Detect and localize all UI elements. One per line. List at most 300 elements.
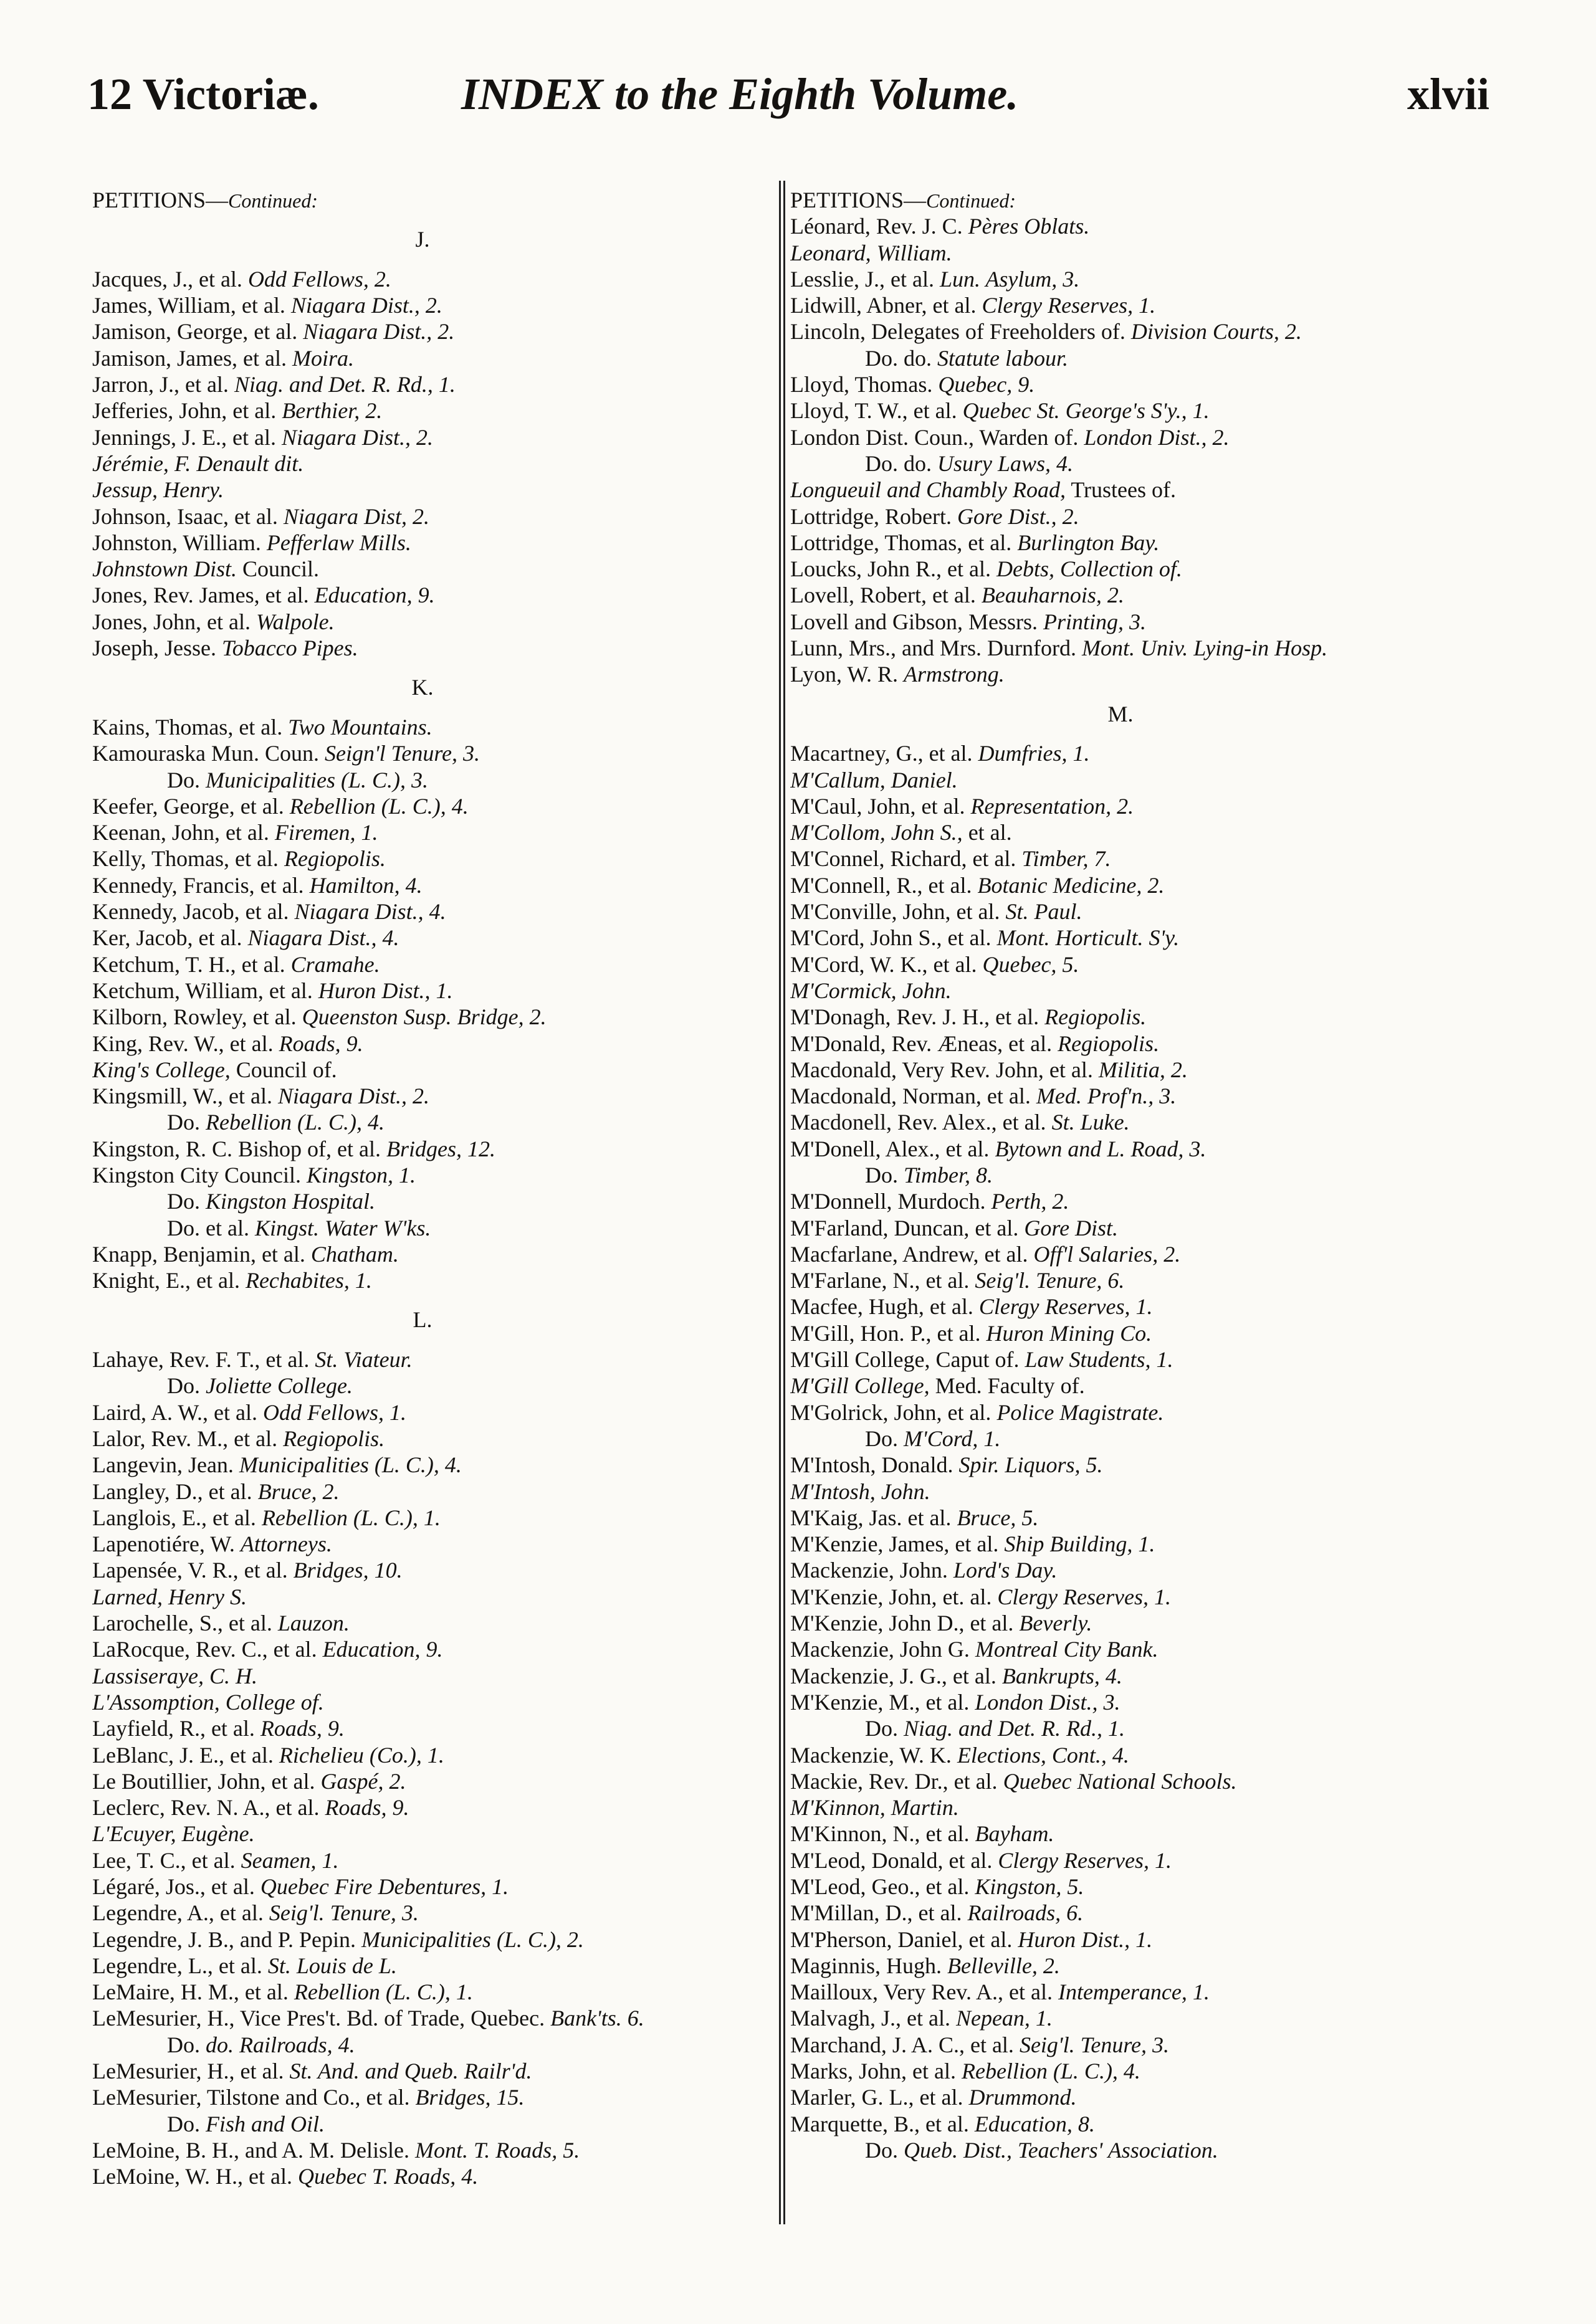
index-entry: [92, 450, 753, 477]
entry-topic: Bruce, 5.: [957, 1505, 1039, 1530]
index-entry: [790, 1320, 1451, 1346]
entry-name: Macdonald, Very Rev. John, et al.: [790, 1057, 1093, 1082]
entry-topic: Belleville, 2.: [947, 1953, 1060, 1978]
index-entry: [790, 1794, 1451, 1821]
entry-topic: M'Callum, Daniel.: [790, 767, 958, 793]
entry-name: LeMoine, W. H., et al.: [92, 2164, 292, 2189]
entry-topic: Clergy Reserves, 1.: [982, 293, 1156, 318]
index-entry: [790, 2137, 1451, 2163]
column-heading: [92, 187, 753, 213]
entry-topic: Niagara Dist., 2.: [281, 424, 434, 450]
entry-name: Lapenotiére, W.: [92, 1531, 235, 1557]
entry-topic: Nepean, 1.: [955, 2006, 1053, 2031]
entry-topic: M'Cormick, John.: [790, 978, 952, 1003]
entry-name: Do. et al.: [167, 1215, 249, 1241]
entry-topic: Debts, Collection of.: [996, 556, 1182, 582]
index-entry: [790, 266, 1451, 292]
entry-topic: Railroads, 6.: [967, 1900, 1084, 1926]
index-entry: [790, 1926, 1451, 1953]
entry-topic: Med. Prof'n., 3.: [1036, 1083, 1177, 1109]
entry-topic: Rebellion (L. C.), 4.: [289, 793, 469, 819]
index-entry: [92, 1900, 753, 1926]
entry-topic: Off'l Salaries, 2.: [1033, 1241, 1181, 1267]
entry-name: Do. do.: [865, 345, 932, 371]
entry-name: Laird, A. W., et al.: [92, 1399, 257, 1425]
entry-topic: Niagara Dist, 2.: [283, 503, 429, 529]
index-entry: [92, 2058, 753, 2084]
index-entry: [92, 2005, 753, 2031]
index-entry: [790, 1663, 1451, 1689]
entry-topic: Quebec, 9.: [938, 372, 1035, 398]
entry-name: Do. do.: [865, 450, 932, 476]
entry-name: Mackenzie, John G.: [790, 1637, 970, 1662]
index-entry: [790, 318, 1451, 345]
entry-topic: Mont. Horticult. S'y.: [996, 925, 1180, 951]
entry-name: Do.: [167, 2032, 200, 2057]
index-entry: [790, 345, 1451, 371]
entry-topic: M'Collom, John S.,: [790, 820, 963, 845]
entry-topic: Education, 8.: [974, 2111, 1095, 2136]
entry-topic: Seig'l. Tenure, 3.: [1019, 2032, 1169, 2057]
index-entry: [790, 793, 1451, 819]
index-entry: [790, 661, 1451, 687]
entry-name: Kingston, R. C. Bishop of, et al.: [92, 1136, 381, 1161]
header-title: INDEX to the Eighth Volume.: [461, 69, 1019, 119]
index-entry: [92, 1794, 753, 1821]
entry-name: Kingston City Council.: [92, 1162, 302, 1188]
entry-topic: Richelieu (Co.), 1.: [279, 1742, 444, 1768]
index-entry: [790, 1479, 1451, 1505]
entry-name: Mailloux, Very Rev. A., et al.: [790, 1979, 1053, 2005]
index-entry: [790, 872, 1451, 898]
entry-topic: Seig'l. Tenure, 6.: [975, 1268, 1125, 1293]
entry-topic: Dumfries, 1.: [978, 741, 1090, 766]
entry-name: Lyon, W. R.: [790, 662, 899, 687]
entry-name: M'Millan, D., et al.: [790, 1900, 962, 1926]
index-entry: [92, 1241, 753, 1267]
heading-continued: Continued:: [228, 189, 318, 212]
entry-name: Kennedy, Francis, et al.: [92, 872, 304, 898]
index-entry: [92, 1452, 753, 1478]
entry-topic: Fish and Oil.: [206, 2111, 325, 2136]
entry-topic: Elections, Cont., 4.: [957, 1742, 1129, 1768]
entry-topic: Two Mountains.: [288, 714, 432, 740]
entry-name: M'Kenzie, John D., et al.: [790, 1611, 1014, 1636]
entry-topic: Ship Building, 1.: [1004, 1531, 1155, 1557]
index-entry: [790, 530, 1451, 556]
entry-name: M'Farland, Duncan, et al.: [790, 1215, 1019, 1241]
entry-topic: Rechabites, 1.: [245, 1268, 372, 1293]
index-entry: [92, 1953, 753, 1979]
index-entry: [790, 1689, 1451, 1715]
entry-name: Jefferies, John, et al.: [92, 398, 277, 424]
index-entry: [92, 1557, 753, 1583]
index-entry: [790, 1083, 1451, 1109]
entry-name: Do.: [167, 2111, 200, 2136]
entry-topic: Beverly.: [1019, 1611, 1092, 1636]
entry-topic: Clergy Reserves, 1.: [997, 1584, 1171, 1609]
entry-topic: Niagara Dist., 4.: [247, 925, 399, 951]
entry-topic: Attorneys.: [240, 1531, 332, 1557]
entry-name: London Dist. Coun., Warden of.: [790, 424, 1079, 450]
index-entry: [790, 1426, 1451, 1452]
entry-topic: Lun. Asylum, 3.: [939, 266, 1080, 292]
entry-topic: Kingston, 1.: [307, 1162, 416, 1188]
entry-topic: Bridges, 10.: [293, 1558, 403, 1583]
entry-topic: Bayham.: [975, 1821, 1054, 1847]
entry-topic: Hamilton, 4.: [309, 872, 423, 898]
entry-topic: Municipalities (L. C.), 3.: [206, 767, 428, 793]
entry-name: LeBlanc, J. E., et al.: [92, 1742, 274, 1768]
entry-name: Do.: [865, 2137, 898, 2163]
entry-topic: Botanic Medicine, 2.: [977, 872, 1165, 898]
entry-name: Légaré, Jos., et al.: [92, 1874, 255, 1899]
entry-topic: Clergy Reserves, 1.: [998, 1847, 1172, 1873]
entry-topic: Law Students, 1.: [1025, 1347, 1173, 1373]
index-entry: [92, 1715, 753, 1741]
entry-topic: M'Kinnon, Martin.: [790, 1795, 959, 1821]
entry-name: Lalor, Rev. M., et al.: [92, 1426, 278, 1451]
entry-topic: Roads, 9.: [260, 1716, 345, 1741]
entry-name: Johnston, William.: [92, 530, 261, 555]
index-entry: [92, 1847, 753, 1874]
index-entry: [92, 1188, 753, 1214]
entry-topic: M'Cord, 1.: [904, 1426, 1001, 1451]
index-entry: [790, 503, 1451, 530]
entry-name: M'Kenzie, John, et. al.: [790, 1584, 992, 1609]
entry-name: Keenan, John, et al.: [92, 820, 269, 845]
index-entry: [92, 2111, 753, 2137]
left-column: [92, 187, 753, 2190]
index-entry: [92, 1663, 753, 1689]
entry-name: LeMesurier, H., et al.: [92, 2059, 284, 2084]
index-entry: [92, 1636, 753, 1662]
entry-name: Mackie, Rev. Dr., et al.: [790, 1768, 998, 1794]
entry-name: LeMaire, H. M., et al.: [92, 1979, 289, 2005]
index-entry: [92, 345, 753, 371]
index-entry: [790, 1821, 1451, 1847]
entry-topic: Rebellion (L. C.), 1.: [261, 1505, 441, 1530]
entry-name: M'Leod, Geo., et al.: [790, 1874, 970, 1899]
index-entry: [790, 1031, 1451, 1057]
entry-topic: Quebec National Schools.: [1003, 1768, 1237, 1794]
entry-topic: Representation, 2.: [970, 793, 1134, 819]
entry-name: Ketchum, William, et al.: [92, 978, 313, 1003]
entry-topic: Statute labour.: [937, 345, 1069, 371]
index-entry: [92, 2084, 753, 2110]
entry-topic: Pères Oblats.: [968, 214, 1090, 239]
entry-name: Langlois, E., et al.: [92, 1505, 256, 1530]
entry-topic: Quebec Fire Debentures, 1.: [260, 1874, 509, 1899]
entry-name: M'Gill, Hon. P., et al.: [790, 1320, 981, 1346]
entry-name: Mackenzie, John.: [790, 1558, 948, 1583]
entry-topic: Regiopolis.: [1058, 1031, 1160, 1056]
section-letter: L.: [413, 1307, 432, 1333]
entry-topic: Walpole.: [256, 609, 335, 634]
entry-topic: St. And. and Queb. Railr'd.: [289, 2059, 532, 2084]
entry-topic: Gaspé, 2.: [320, 1768, 406, 1794]
entry-topic: Bruce, 2.: [257, 1479, 340, 1504]
index-entry: [92, 1768, 753, 1794]
entry-name: Kamouraska Mun. Coun.: [92, 741, 319, 766]
entry-name: M'Caul, John, et al.: [790, 793, 965, 819]
index-entry: [790, 898, 1451, 925]
entry-name: Marchand, J. A. C., et al.: [790, 2032, 1014, 2057]
index-entry: [92, 318, 753, 345]
entry-name: Layfield, R., et al.: [92, 1716, 255, 1741]
entry-name: Kilborn, Rowley, et al.: [92, 1004, 297, 1030]
entry-topic: Clergy Reserves, 1.: [978, 1294, 1153, 1320]
entry-name: Legendre, L., et al.: [92, 1953, 262, 1978]
entry-name: M'Donagh, Rev. J. H., et al.: [790, 1004, 1039, 1030]
index-entry: [790, 2005, 1451, 2031]
index-entry: [790, 2058, 1451, 2084]
entry-topic: Usury Laws, 4.: [937, 450, 1074, 476]
index-entry: [92, 1505, 753, 1531]
entry-topic: Bridges, 12.: [386, 1136, 496, 1161]
entry-topic: Seig'l. Tenure, 3.: [269, 1900, 419, 1926]
entry-name: Johnson, Isaac, et al.: [92, 503, 278, 529]
entry-topic: Lassiseraye, C. H.: [92, 1663, 258, 1688]
entry-topic: L'Assomption, College of.: [92, 1689, 324, 1715]
entry-topic: Bank'ts. 6.: [550, 2006, 644, 2031]
entry-name: Marquette, B., et al.: [790, 2111, 969, 2136]
entry-name: Mackenzie, J. G., et al.: [790, 1663, 996, 1688]
index-entry: [790, 1399, 1451, 1426]
index-entry: [92, 1031, 753, 1057]
entry-suffix: Council.: [237, 556, 320, 582]
entry-name: M'Intosh, Donald.: [790, 1452, 953, 1478]
entry-topic: St. Viateur.: [315, 1347, 413, 1373]
index-entry: [790, 635, 1451, 661]
index-entry: [92, 1136, 753, 1162]
index-entry: [92, 371, 753, 398]
entry-name: M'Donnell, Murdoch.: [790, 1189, 986, 1214]
index-entry: [790, 556, 1451, 582]
index-entry: [790, 1452, 1451, 1478]
index-entry: [790, 1004, 1451, 1030]
entry-name: Langevin, Jean.: [92, 1452, 234, 1478]
entry-topic: Huron Dist., 1.: [1018, 1926, 1153, 1952]
entry-name: Lesslie, J., et al.: [790, 266, 934, 292]
entry-topic: Firemen, 1.: [274, 820, 378, 845]
index-entry: [92, 1083, 753, 1109]
index-entry: [790, 1267, 1451, 1293]
index-entry: [790, 1531, 1451, 1557]
entry-name: Lottridge, Thomas, et al.: [790, 530, 1012, 555]
entry-name: Do.: [167, 1110, 200, 1135]
entry-topic: Police Magistrate.: [996, 1399, 1164, 1425]
index-entry: [92, 398, 753, 424]
index-entry: [790, 371, 1451, 398]
entry-name: Lottridge, Robert.: [790, 503, 952, 529]
entry-topic: Perth, 2.: [991, 1189, 1069, 1214]
entry-name: Lahaye, Rev. F. T., et al.: [92, 1347, 310, 1373]
index-entry: [92, 845, 753, 872]
entry-name: Do.: [865, 1716, 898, 1741]
index-entry: [92, 582, 753, 608]
index-entry: [92, 1584, 753, 1610]
index-entry: [790, 1057, 1451, 1083]
entry-topic: Huron Dist., 1.: [318, 978, 453, 1003]
entry-topic: M'Gill College,: [790, 1373, 930, 1399]
header-page-number: xlvii: [1407, 69, 1489, 119]
index-entry: [790, 292, 1451, 318]
entry-name: Lincoln, Delegates of Freeholders of.: [790, 319, 1125, 345]
index-entry: [92, 872, 753, 898]
index-entry: [790, 1584, 1451, 1610]
entry-name: LeMesurier, Tilstone and Co., et al.: [92, 2085, 410, 2110]
entry-topic: Gore Dist., 2.: [957, 503, 1079, 529]
index-entry: [790, 1715, 1451, 1741]
index-entry: [790, 1373, 1451, 1399]
entry-topic: Armstrong.: [904, 662, 1005, 687]
entry-topic: St. Paul.: [1005, 899, 1082, 925]
entry-topic: Tobacco Pipes.: [221, 636, 358, 661]
entry-topic: Education, 9.: [314, 583, 435, 608]
index-entry: [790, 2032, 1451, 2058]
index-entry: [92, 714, 753, 740]
index-entry: [92, 1531, 753, 1557]
index-entry: [790, 845, 1451, 872]
index-entry: [790, 1874, 1451, 1900]
entry-topic: Kingst. Water W'ks.: [254, 1215, 431, 1241]
index-entry: [790, 1505, 1451, 1531]
entry-topic: Quebec St. George's S'y., 1.: [962, 398, 1210, 424]
index-entry: [790, 1188, 1451, 1214]
entry-name: Lovell, Robert, et al.: [790, 583, 976, 608]
index-entry: [790, 1953, 1451, 1979]
entry-name: Langley, D., et al.: [92, 1479, 252, 1504]
index-entry: [92, 1821, 753, 1847]
entry-topic: Roads, 9.: [325, 1795, 409, 1821]
entry-name: Kennedy, Jacob, et al.: [92, 899, 289, 925]
entry-name: Do.: [167, 1373, 200, 1399]
entry-name: Lunn, Mrs., and Mrs. Durnford.: [790, 636, 1076, 661]
entry-name: M'Pherson, Daniel, et al.: [790, 1926, 1013, 1952]
entry-topic: Printing, 3.: [1043, 609, 1146, 634]
entry-topic: Longueuil and Chambly Road,: [790, 477, 1066, 503]
entry-name: King, Rev. W., et al.: [92, 1031, 274, 1056]
entry-topic: Gore Dist.: [1024, 1215, 1119, 1241]
entry-topic: Jérémie, F. Denault dit.: [92, 450, 304, 476]
heading-text: PETITIONS—: [92, 188, 228, 212]
index-entry: [790, 1109, 1451, 1135]
index-entry: [790, 582, 1451, 608]
index-entry: [790, 767, 1451, 793]
entry-topic: Cramahe.: [290, 951, 380, 977]
entry-name: Ketchum, T. H., et al.: [92, 951, 285, 977]
entry-name: Ker, Jacob, et al.: [92, 925, 242, 951]
index-entry: [92, 609, 753, 635]
entry-topic: Johnstown Dist.: [92, 556, 237, 582]
index-entry: [790, 978, 1451, 1004]
entry-name: Macfarlane, Andrew, et al.: [790, 1241, 1028, 1267]
index-entry: [92, 1057, 753, 1083]
index-entry: [790, 1346, 1451, 1373]
entry-topic: Queb. Dist., Teachers' Association.: [904, 2137, 1218, 2163]
entry-topic: Moira.: [292, 345, 354, 371]
entry-topic: Regiopolis.: [1044, 1004, 1147, 1030]
index-entry: [790, 1136, 1451, 1162]
entry-topic: Joliette College.: [206, 1373, 353, 1399]
entry-topic: Division Courts, 2.: [1130, 319, 1302, 345]
entry-name: Jamison, George, et al.: [92, 319, 298, 345]
entry-name: LaRocque, Rev. C., et al.: [92, 1637, 317, 1662]
entry-name: Kingsmill, W., et al.: [92, 1083, 273, 1109]
entry-topic: Beauharnois, 2.: [981, 583, 1124, 608]
entry-name: M'Kinnon, N., et al.: [790, 1821, 970, 1847]
index-entry: [92, 635, 753, 661]
entry-topic: Berthier, 2.: [282, 398, 383, 424]
entry-topic: Rebellion (L. C.), 1.: [294, 1979, 473, 2005]
index-entry: [92, 951, 753, 978]
entry-topic: Drummond.: [968, 2085, 1077, 2110]
entry-name: Lee, T. C., et al.: [92, 1847, 236, 1873]
entry-topic: Jessup, Henry.: [92, 477, 224, 503]
entry-topic: Quebec T. Roads, 4.: [297, 2164, 479, 2189]
entry-name: Legendre, A., et al.: [92, 1900, 264, 1926]
entry-name: M'Kenzie, M., et al.: [790, 1689, 970, 1715]
entry-topic: Niag. and Det. R. Rd., 1.: [904, 1716, 1125, 1741]
index-entry: [92, 1004, 753, 1030]
index-entry: [790, 1293, 1451, 1320]
index-entry: [92, 503, 753, 530]
entry-topic: Niagara Dist., 2.: [278, 1083, 430, 1109]
index-entry: [92, 1373, 753, 1399]
entry-topic: Quebec, 5.: [982, 951, 1079, 977]
index-entry: [92, 1979, 753, 2005]
entry-topic: Odd Fellows, 1.: [262, 1399, 406, 1425]
entry-topic: Kingston Hospital.: [206, 1189, 376, 1214]
entry-name: Lloyd, Thomas.: [790, 372, 933, 398]
index-entry: [92, 1267, 753, 1293]
entry-topic: Education, 9.: [322, 1637, 443, 1662]
index-entry: [92, 793, 753, 819]
entry-name: Legendre, J. B., and P. Pepin.: [92, 1926, 356, 1952]
entry-topic: Larned, Henry S.: [92, 1584, 247, 1609]
entry-name: Do.: [865, 1426, 898, 1451]
header-regnal-year: 12 Victoriæ.: [87, 69, 319, 119]
index-entry: [790, 213, 1451, 239]
entry-topic: Pefferlaw Mills.: [266, 530, 411, 555]
entry-name: M'Donell, Alex., et al.: [790, 1136, 990, 1161]
entry-topic: Lauzon.: [277, 1611, 350, 1636]
index-entry: [92, 477, 753, 503]
index-entry: [790, 1610, 1451, 1636]
index-entry: [92, 1926, 753, 1953]
index-entry: [790, 925, 1451, 951]
entry-topic: Roads, 9.: [279, 1031, 363, 1056]
left-sections: [92, 213, 753, 2189]
entry-topic: Niagara Dist., 2.: [290, 293, 442, 318]
column-heading: [790, 187, 1451, 213]
entry-name: M'Conville, John, et al.: [790, 899, 1000, 925]
entry-name: Mackenzie, W. K.: [790, 1742, 952, 1768]
index-entry: [92, 1162, 753, 1188]
entry-name: Lidwill, Abner, et al.: [790, 293, 977, 318]
entry-topic: Bridges, 15.: [415, 2085, 525, 2110]
index-entry: [92, 740, 753, 766]
entry-topic: Rebellion (L. C.), 4.: [206, 1110, 385, 1135]
index-entry: [92, 1399, 753, 1426]
index-entry: [92, 1346, 753, 1373]
entry-topic: London Dist., 2.: [1084, 424, 1230, 450]
entry-name: Marler, G. L., et al.: [790, 2085, 963, 2110]
entry-topic: Montreal City Bank.: [975, 1637, 1159, 1662]
entry-name: Le Boutillier, John, et al.: [92, 1768, 315, 1794]
entry-suffix: Trustees of.: [1065, 477, 1177, 503]
